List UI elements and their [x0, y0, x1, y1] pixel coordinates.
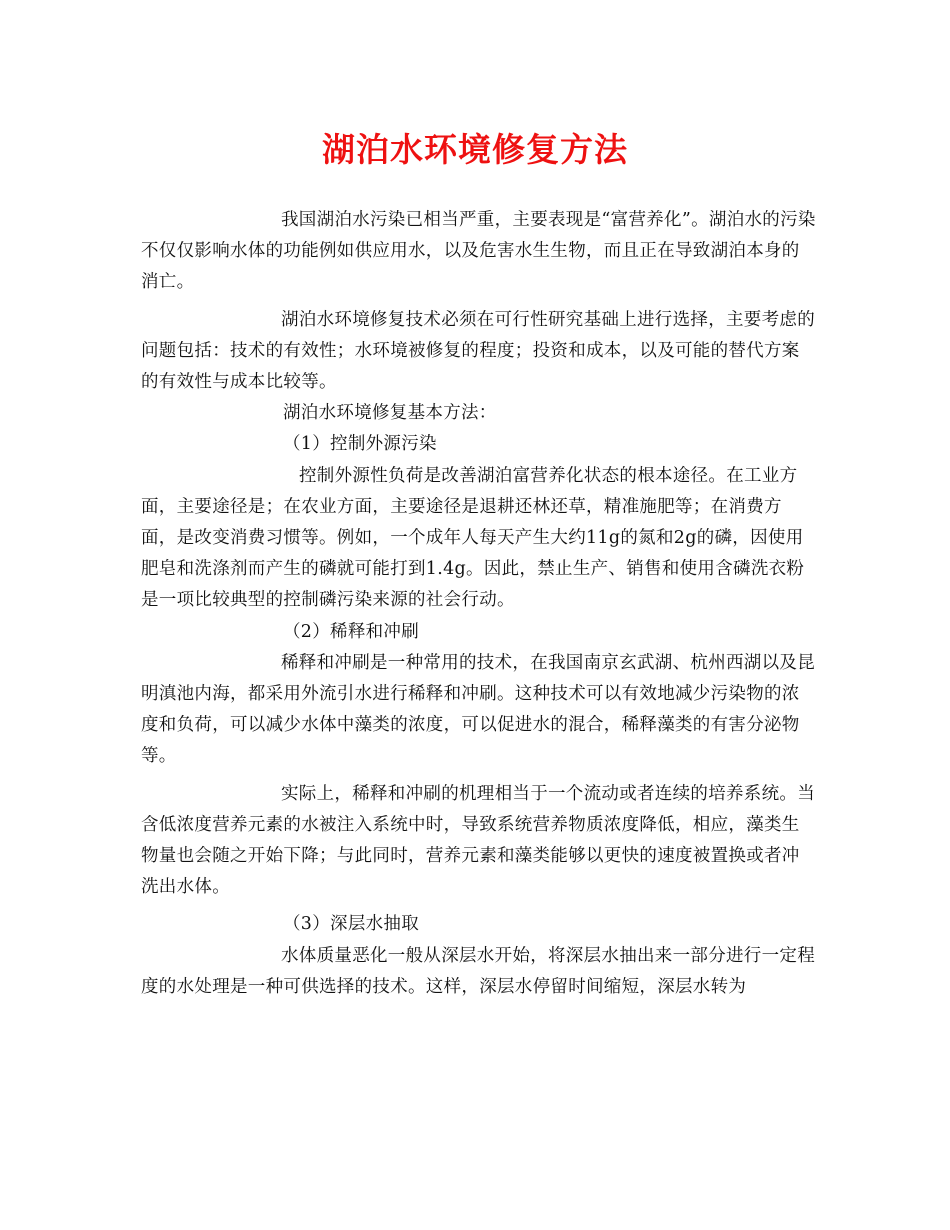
- method-heading-2: （2）稀释和冲刷: [283, 621, 420, 642]
- method-heading-3: （3）深层水抽取: [283, 914, 420, 935]
- document-title: 湖泊水环境修复方法: [322, 130, 628, 169]
- paragraph-selection-criteria: 湖泊水环境修复技术必须在可行性研究基础上进行选择，主要考虑的问题包括：技术的有效性；水环境被修复的程度；投资和成本，以及可能的替代方案的有效性与成本比较等。: [141, 309, 815, 393]
- document-body: [141, 205, 816, 1003]
- paragraph-method-2: 稀释和冲刷是一种常用的技术，在我国南京玄武湖、杭州西湖以及昆明滇池内海，都采用外流引水进行稀释和冲刷。这种技术可以有效地减少污染物的浓度和负荷，可以减少水体中藻类的浓度，可以促进水的混合，稀释藻类的有害分泌物等。: [141, 652, 815, 767]
- paragraph-method-3: 水体质量恶化一般从深层水开始，将深层水抽出来一部分进行一定程度的水处理是一种可供选择的技术。这样，深层水停留时间缩短，深层水转为: [141, 945, 815, 997]
- section-heading-basic-methods: 湖泊水环境修复基本方法：: [283, 403, 497, 424]
- paragraph-intro: 我国湖泊水污染已相当严重，主要表现是“富营养化”。湖泊水的污染不仅仅影响水体的功能例如供应用水，以及危害水生生物，而且正在导致湖泊本身的消亡。: [141, 210, 816, 293]
- paragraph-method-2-mechanism: 实际上，稀释和冲刷的机理相当于一个流动或者连续的培养系统。当含低浓度营养元素的水被注入系统中时，导致系统营养物质浓度降低，相应，藻类生物量也会随之开始下降；与此同时，营养元素和藻类能够以更快的速度被置换或者冲洗出水体。: [141, 783, 815, 898]
- method-heading-1: （1）控制外源污染: [283, 434, 437, 455]
- paragraph-method-1: 控制外源性负荷是改善湖泊富营养化状态的根本途径。在工业方面，主要途径是；在农业方面，主要途径是退耕还林还草，精准施肥等；在消费方面，是改变消费习惯等。例如，一个成年人每天产生大约11g的氮和2g的磷，因使用肥皂和洗涤剂而产生的磷就可能打到1.4g。因此，禁止生产、销售和使用含磷洗衣粉是一项比较典型的控制磷污染来源的社会行动。: [141, 465, 805, 611]
